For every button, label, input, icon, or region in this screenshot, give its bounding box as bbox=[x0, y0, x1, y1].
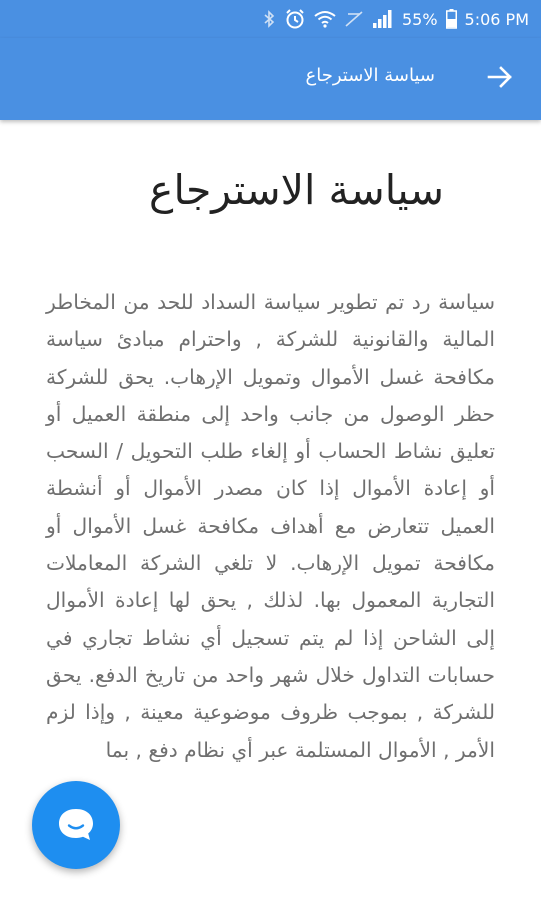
status-bar bbox=[0, 0, 541, 38]
mobile-data-off-icon bbox=[344, 10, 364, 28]
chat-button[interactable] bbox=[32, 781, 120, 869]
app-bar bbox=[0, 38, 541, 120]
bluetooth-icon bbox=[262, 10, 276, 28]
chat-bubble-icon bbox=[54, 803, 98, 847]
arrow-right-icon[interactable] bbox=[485, 62, 515, 92]
wifi-icon bbox=[314, 10, 336, 28]
refund-policy-text: سياسة رد تم تطوير سياسة السداد للحد من المخاطر المالية والقانونية للشركة , واحترام مبادئ سياسة مكافحة غسل الأموال وتمويل الإرهاب. يحق للشركة حظر الوصول من جانب واحد إلى منطقة العميل أو تعليق نشاط الحساب أو إلغاء طلب التحويل / السحب أو إعادة الأموال إذا كان مصدر الأموال أو أنشطة العميل تتعارض مع أهداف مكافحة غسل الأموال أو مكافحة تمويل الإرهاب. لا تلغي الشركة المعاملات التجارية المعمول بها. لذلك , يحق لها إعادة الأموال إلى الشاحن إذا لم يتم تسجيل أي نشاط تجاري في حسابات التداول خلال شهر واحد من تاريخ الدفع. يحق للشركة , بموجب ظروف موضوعية معينة , وإذا لزم الأمر , الأموال المستلمة عبر أي نظام دفع , بما bbox=[46, 290, 495, 762]
battery-percent: 55% bbox=[401, 9, 438, 29]
app-bar-title: سياسة الاسترجاع bbox=[305, 65, 435, 86]
alarm-icon bbox=[284, 8, 306, 30]
signal-icon bbox=[372, 9, 394, 29]
page-title: سياسة الاسترجاع bbox=[148, 166, 444, 214]
clock: 5:06 PM bbox=[464, 9, 529, 29]
battery-icon bbox=[446, 9, 457, 29]
